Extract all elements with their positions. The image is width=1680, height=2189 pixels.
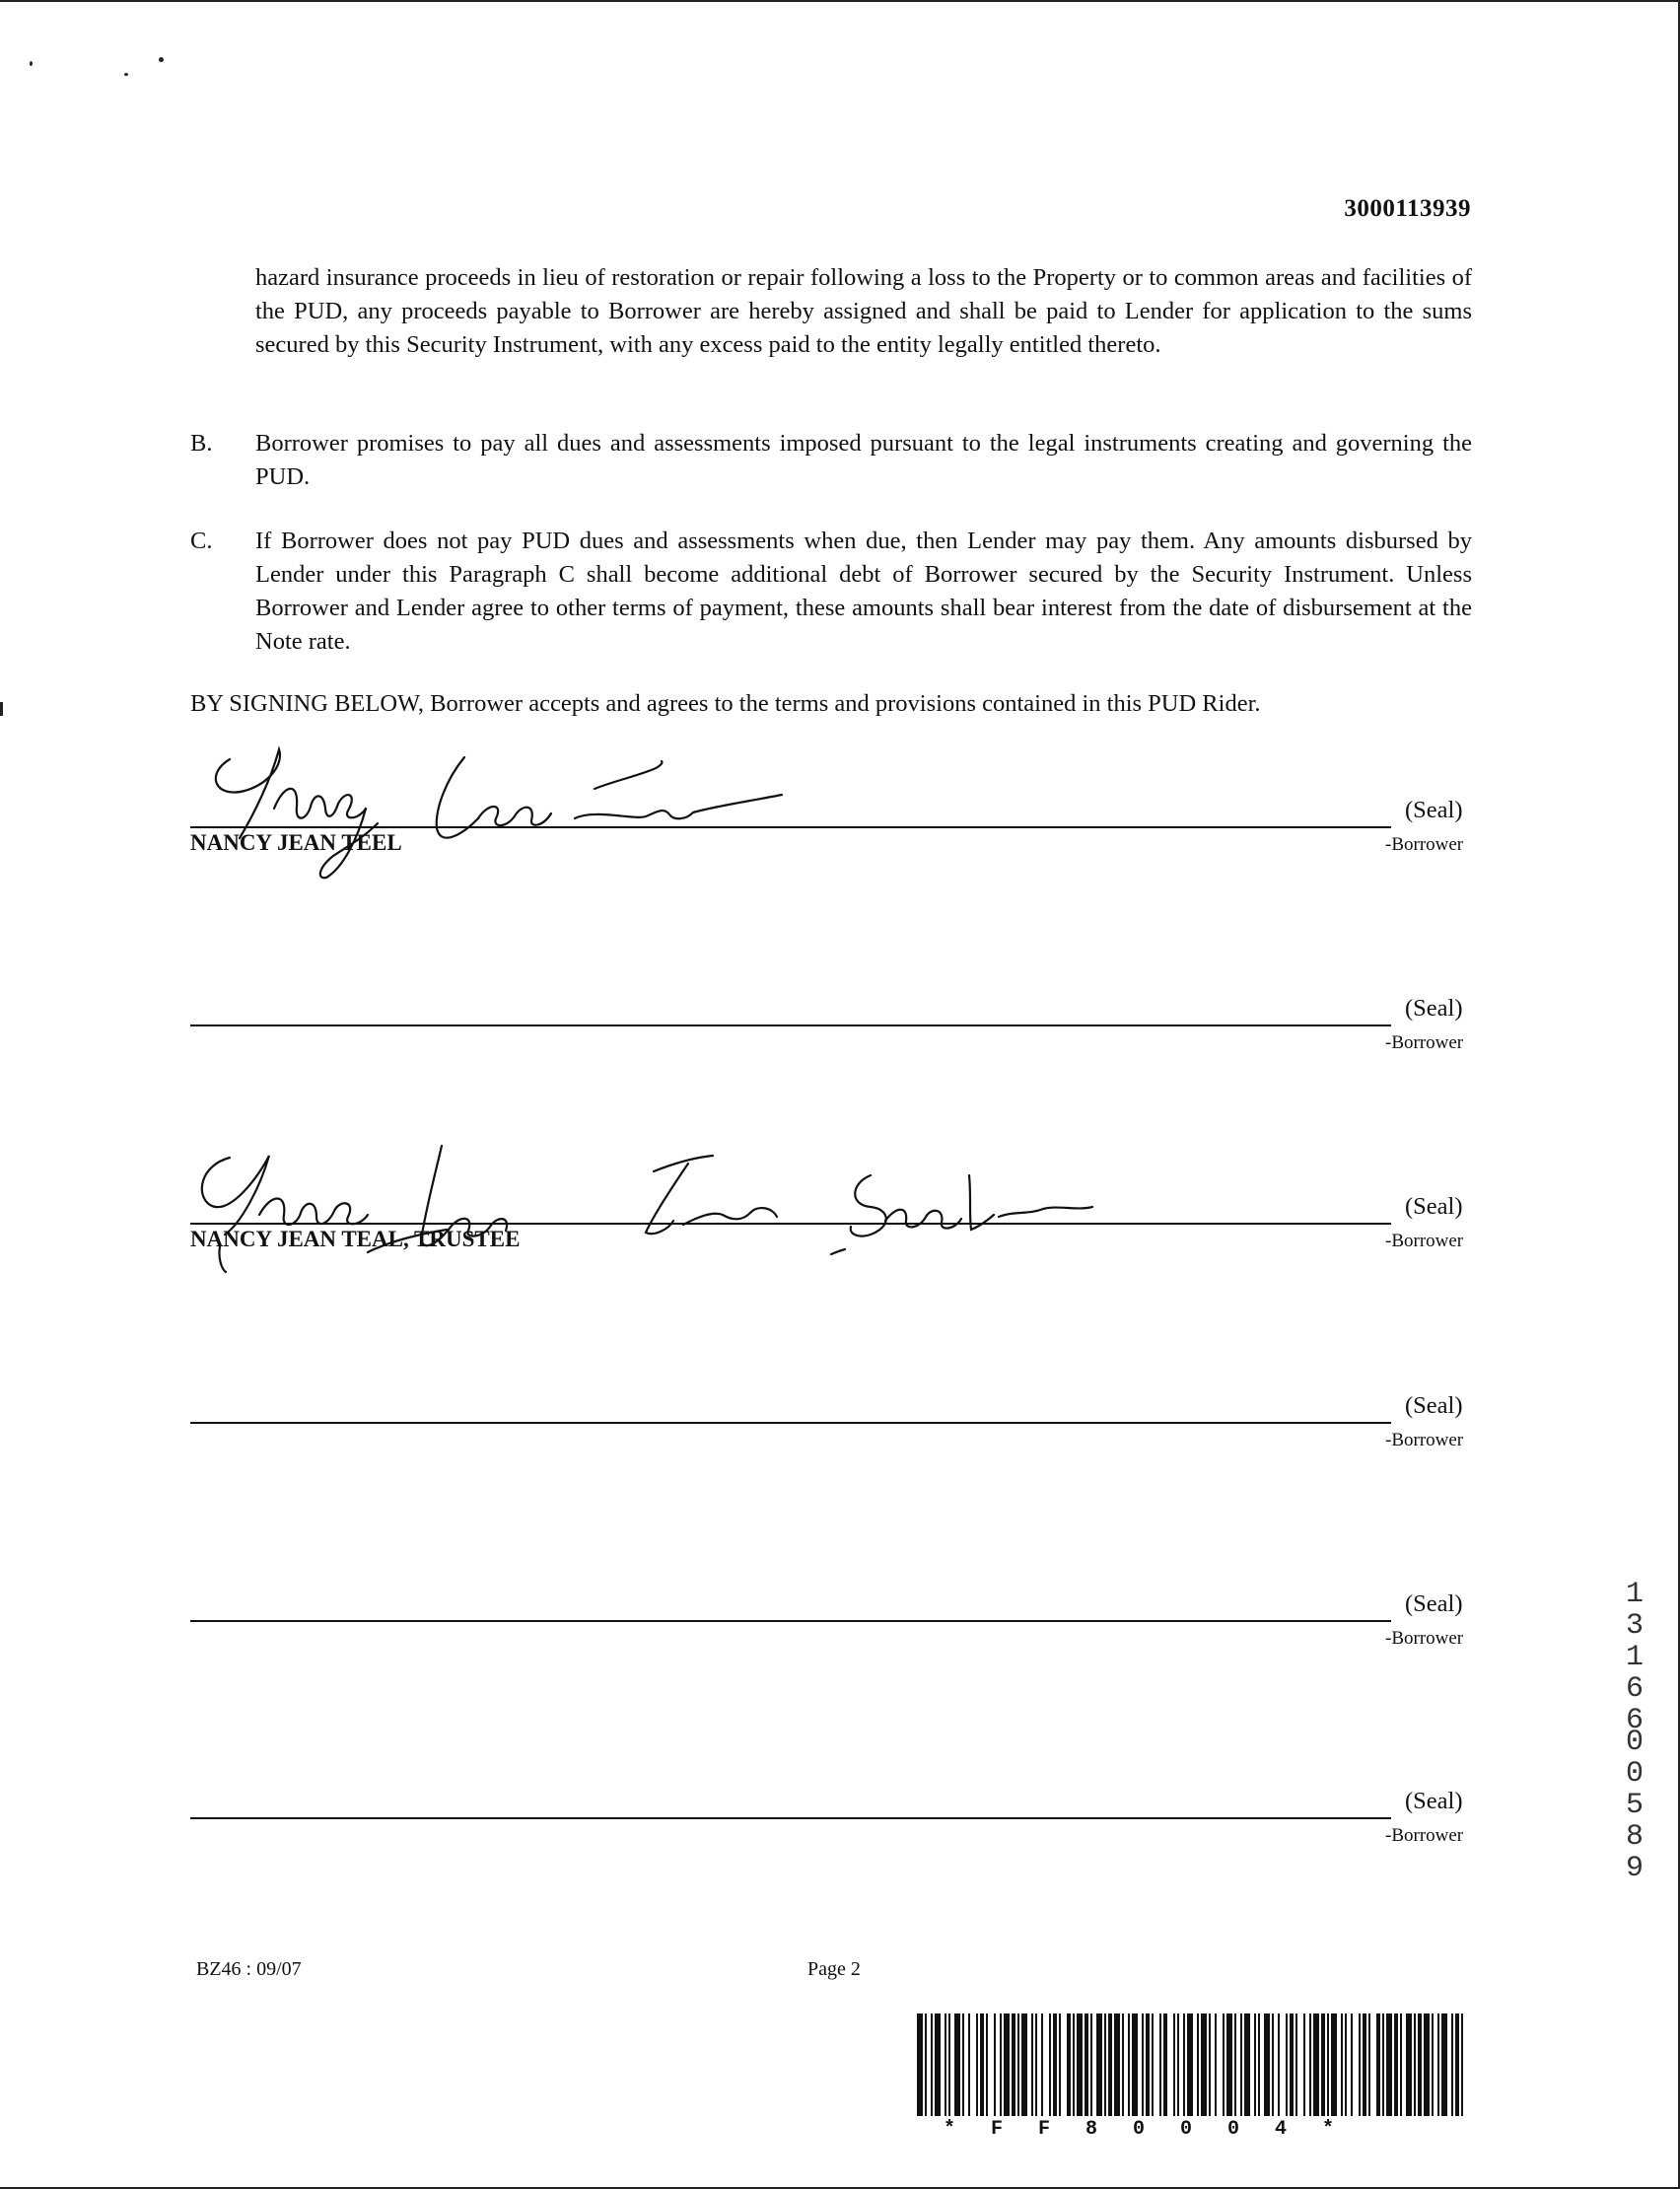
borrower-role-label: -Borrower: [1385, 1628, 1464, 1649]
barcode-bar: [1345, 2013, 1347, 2116]
signature-line: [190, 1620, 1391, 1622]
barcode-bar: [1132, 2013, 1138, 2116]
barcode-bar: [1012, 2013, 1015, 2116]
barcode-bar: [1234, 2013, 1236, 2116]
barcode-bar: [1341, 2013, 1343, 2116]
scan-speck: [0, 702, 3, 716]
seal-label: (Seal): [1405, 797, 1463, 823]
barcode-bar: [994, 2013, 996, 2116]
barcode-bar: [1327, 2013, 1329, 2116]
barcode-bar: [948, 2013, 950, 2116]
barcode-bar: [1359, 2013, 1361, 2116]
barcode-bar: [1177, 2013, 1179, 2116]
barcode-bar: [1173, 2013, 1175, 2116]
list-item-letter: B.: [190, 430, 213, 457]
barcode-bar: [1000, 2013, 1002, 2116]
loan-number: 3000113939: [1344, 195, 1471, 222]
barcode-bar: [1394, 2013, 1398, 2116]
barcode-bar: [1351, 2013, 1353, 2116]
barcode-bar: [1021, 2013, 1027, 2116]
barcode-bar: [1441, 2013, 1447, 2116]
barcode-bar: [1368, 2013, 1370, 2116]
barcode-bar: [1400, 2013, 1402, 2116]
continued-paragraph: hazard insurance proceeds in lieu of restoration or repair following a loss to the Property or to common areas and facilities of the PUD, any proceeds payable to Borrower are hereby assigned and shall be paid to Lender for application to the sums secured by this Security Instrument, with any excess paid to the entity legally entitled thereto.: [255, 264, 1472, 358]
barcode-bar: [1437, 2013, 1439, 2116]
barcode-bar: [986, 2013, 988, 2116]
barcode-bar: [1461, 2013, 1463, 2116]
barcode-bar: [1159, 2013, 1161, 2116]
signature-line: [190, 1422, 1391, 1424]
barcode-bar: [1215, 2013, 1217, 2116]
barcode-bar: [1163, 2013, 1167, 2116]
seal-label: (Seal): [1405, 1193, 1463, 1220]
barcode-bar: [1376, 2013, 1380, 2116]
seal-label: (Seal): [1405, 995, 1463, 1022]
borrower-role-label: -Borrower: [1385, 1430, 1464, 1450]
barcode-bar: [1085, 2013, 1088, 2116]
barcode-bar: [1077, 2013, 1083, 2116]
barcode-bar: [1122, 2013, 1124, 2116]
handwritten-signature: [200, 730, 871, 887]
barcode-bar: [1223, 2013, 1225, 2116]
barcode-bar: [1406, 2013, 1412, 2116]
barcode-bars: [917, 2013, 1467, 2116]
barcode-bar: [1309, 2013, 1311, 2116]
barcode-bar: [917, 2013, 923, 2116]
barcode-bar: [1254, 2013, 1256, 2116]
barcode-bar: [1295, 2013, 1297, 2116]
barcode-bar: [1455, 2013, 1459, 2116]
barcode-bar: [1432, 2013, 1434, 2116]
barcode-bar: [954, 2013, 960, 2116]
signature-line: [190, 1024, 1391, 1026]
barcode-bar: [1049, 2013, 1051, 2116]
barcode-bar: [1017, 2013, 1019, 2116]
seal-label: (Seal): [1405, 1788, 1463, 1814]
barcode-bar: [1386, 2013, 1392, 2116]
signature-block-2: [190, 989, 1476, 1068]
barcode-bar: [1382, 2013, 1384, 2116]
barcode-bar: [1272, 2013, 1274, 2116]
form-code: BZ46 : 09/07: [196, 1958, 302, 1980]
barcode-bar: [1059, 2013, 1061, 2116]
list-item-letter: C.: [190, 528, 213, 554]
barcode-bar: [980, 2013, 984, 2116]
side-stamp-line-2: 00589: [1618, 1726, 1651, 1883]
barcode-bar: [1067, 2013, 1071, 2116]
barcode-bar: [1451, 2013, 1453, 2116]
page-border-top: [0, 0, 1680, 2]
barcode-bar: [1290, 2013, 1294, 2116]
barcode-bar: [1183, 2013, 1185, 2116]
scan-speck: [30, 61, 33, 66]
barcode-bar: [962, 2013, 964, 2116]
barcode-bar: [968, 2013, 970, 2116]
barcode-bar: [1114, 2013, 1120, 2116]
barcode-bar: [1278, 2013, 1280, 2116]
borrower-role-label: -Borrower: [1385, 834, 1464, 855]
list-item-text: Borrower promises to pay all dues and assessments imposed pursuant to the legal instruments creating and governing the PUD.: [255, 430, 1472, 490]
barcode-bar: [1258, 2013, 1260, 2116]
barcode-bar: [1004, 2013, 1010, 2116]
signature-block-1: [190, 791, 1476, 870]
barcode-bar: [1104, 2013, 1106, 2116]
signature-block-6: [190, 1782, 1476, 1861]
signature-block-5: [190, 1585, 1476, 1663]
barcode-bar: [1313, 2013, 1319, 2116]
barcode-bar: [945, 2013, 946, 2116]
barcode-bar: [976, 2013, 978, 2116]
barcode-bar: [1146, 2013, 1150, 2116]
barcode-bar: [1286, 2013, 1288, 2116]
barcode-bar: [931, 2013, 933, 2116]
borrower-name: NANCY JEAN TEEL: [190, 830, 402, 855]
barcode-bar: [1264, 2013, 1270, 2116]
barcode-bar: [1128, 2013, 1130, 2116]
page-number: Page 2: [807, 1958, 861, 1980]
barcode-bar: [1053, 2013, 1057, 2116]
barcode-bar: [1152, 2013, 1154, 2116]
barcode-bar: [1096, 2013, 1102, 2116]
barcode-text: *FF80004*: [944, 2118, 1370, 2141]
borrower-role-label: -Borrower: [1385, 1825, 1464, 1846]
barcode-bar: [1073, 2013, 1075, 2116]
barcode-bar: [935, 2013, 941, 2116]
barcode-bar: [1187, 2013, 1193, 2116]
scan-speck: [159, 57, 164, 62]
barcode-bar: [1226, 2013, 1232, 2116]
list-item-text: If Borrower does not pay PUD dues and assessments when due, then Lender may pay them. Any amounts disbursed by Lender under this Paragraph C shall become additional debt of Borrower secured by the Security Instrument. Unless Borrower and Lender agree to other terms of payment, these amounts shall bear interest from the date of disbursement at the Note rate.: [255, 528, 1472, 655]
barcode-bar: [1303, 2013, 1305, 2116]
borrower-role-label: -Borrower: [1385, 1032, 1464, 1053]
side-stamp-line-1: 13166: [1618, 1578, 1651, 1735]
barcode-bar: [1424, 2013, 1430, 2116]
scan-speck: [124, 73, 128, 76]
borrower-name: NANCY JEAN TEAL, TRUSTEE: [190, 1227, 521, 1251]
barcode-bar: [1321, 2013, 1325, 2116]
barcode-bar: [1240, 2013, 1242, 2116]
borrower-role-label: -Borrower: [1385, 1231, 1464, 1251]
barcode-bar: [1090, 2013, 1092, 2116]
signature-block-3: [190, 1187, 1476, 1266]
barcode-bar: [1418, 2013, 1422, 2116]
barcode: [917, 2013, 1467, 2141]
handwritten-signature: [190, 1136, 1156, 1274]
barcode-bar: [1363, 2013, 1366, 2116]
barcode-bar: [1414, 2013, 1416, 2116]
signature-block-4: [190, 1386, 1476, 1465]
barcode-bar: [1331, 2013, 1337, 2116]
barcode-bar: [1041, 2013, 1043, 2116]
barcode-bar: [1244, 2013, 1250, 2116]
seal-label: (Seal): [1405, 1392, 1463, 1419]
barcode-bar: [1209, 2013, 1211, 2116]
barcode-bar: [925, 2013, 927, 2116]
signing-statement: BY SIGNING BELOW, Borrower accepts and agrees to the terms and provisions contained in this PUD Rider.: [190, 690, 1261, 717]
barcode-bar: [1142, 2013, 1144, 2116]
barcode-bar: [1201, 2013, 1207, 2116]
barcode-bar: [1108, 2013, 1112, 2116]
barcode-bar: [1031, 2013, 1033, 2116]
barcode-bar: [1197, 2013, 1199, 2116]
signature-line: [190, 1817, 1391, 1819]
seal-label: (Seal): [1405, 1590, 1463, 1617]
barcode-bar: [1035, 2013, 1037, 2116]
